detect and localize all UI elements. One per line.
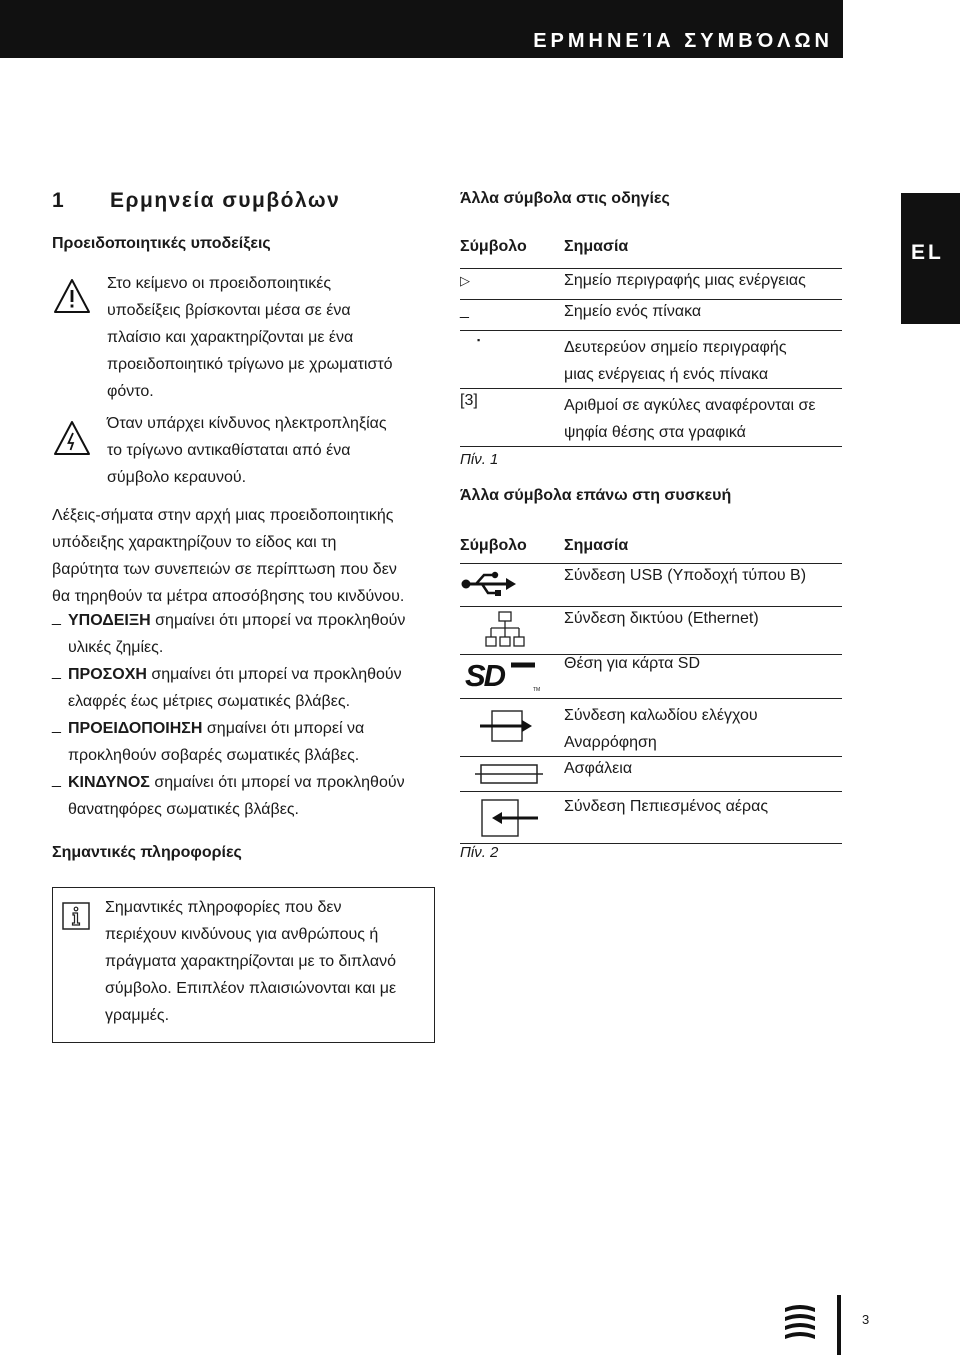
- svg-text:SD: SD: [465, 658, 505, 693]
- table-caption: Πίν. 1: [460, 451, 499, 468]
- usb-icon: [460, 570, 518, 598]
- list-marker-icon: _: [460, 301, 469, 319]
- triangle-paragraph: Στο κείμενο οι προειδοποιητικές υποδείξεις βρίσκονται μέσα σε ένα πλαίσιο και χαρακτηρίζονται με ένα προειδοποιητικό τρίγωνο με χρωματιστό φόντο.: [107, 275, 393, 400]
- compressed-air-icon: [480, 798, 540, 838]
- column-header-symbol: Σύμβολο: [460, 238, 527, 255]
- table-row: Σύνδεση δικτύου (Ethernet): [460, 606, 842, 654]
- instructions-symbol-table: [460, 238, 842, 447]
- table-row: SD TM Θέση για κάρτα SD: [460, 654, 842, 698]
- footer-divider: [837, 1295, 841, 1355]
- list-item: _ ΥΠΟΔΕΙΞΗ σημαίνει ότι μπορεί να προκληθούν υλικές ζημίες.: [52, 607, 448, 661]
- table-header-row: [460, 537, 842, 563]
- table-caption: Πίν. 2: [460, 844, 499, 861]
- header-bar: [0, 0, 843, 58]
- important-heading: Σημαντικές πληροφορίες: [52, 844, 242, 861]
- info-icon: [62, 902, 90, 930]
- network-icon: [485, 611, 525, 649]
- list-item: _ ΠΡΟΕΙΔΟΠΟΙΗΣΗ σημαίνει ότι μπορεί να προκληθούν σοβαρές σωματικές βλάβες.: [52, 715, 428, 769]
- page-number: 3: [862, 1312, 870, 1327]
- table-row: ▪ Δευτερεύον σημείο περιγραφής μιας ενέργειας ή ενός πίνακα: [460, 330, 842, 388]
- sd-card-icon: [465, 659, 541, 693]
- table-row: Ασφάλεια: [460, 756, 842, 791]
- instructions-table-heading: Άλλα σύμβολα στις οδηγίες: [460, 190, 670, 207]
- table-row: Σύνδεση καλωδίου ελέγχου Αναρρόφηση: [460, 698, 842, 756]
- table-header-row: [460, 238, 842, 268]
- sub-bullet-icon: ▪: [477, 334, 481, 345]
- language-tab: [901, 193, 960, 324]
- table-row: [3] Αριθμοί σε αγκύλες αναφέρονται σε ψηφία θέσης στα γραφικά: [460, 388, 842, 446]
- column-header-meaning: Σημασία: [564, 238, 629, 255]
- signal-words-paragraph: Λέξεις-σήματα στην αρχή μιας προειδοποιητικής υπόδειξης χαρακτηρίζουν το είδος και τη βαρύτητα των συνεπειών σε περίπτωση που δεν θα τηρηθούν τα μέτρα αποσόβησης του κινδύνου.: [52, 507, 405, 605]
- table-row: Σύνδεση USB (Υποδοχή τύπου B): [460, 563, 842, 606]
- column-header-meaning: Σημασία: [564, 537, 629, 554]
- table-row: Σύνδεση Πεπιεσμένος αέρας: [460, 791, 842, 843]
- electric-shock-icon: [52, 419, 92, 457]
- device-symbol-table: [460, 537, 842, 844]
- section-number: 1: [52, 189, 64, 212]
- suction-icon: [478, 709, 538, 743]
- list-item: _ ΠΡΟΣΟΧΗ σημαίνει ότι μπορεί να προκληθούν ελαφρές έως μέτριες σωματικές βλάβες.: [52, 661, 448, 715]
- brand-logo: [783, 1302, 817, 1340]
- table-row: ▷ Σημείο περιγραφής μιας ενέργειας: [460, 268, 842, 299]
- language-code: EL: [911, 241, 944, 264]
- warning-triangle-icon: [52, 277, 92, 315]
- list-item: _ ΚΙΝΔΥΝΟΣ σημαίνει ότι μπορεί να προκληθούν θανατηφόρες σωματικές βλάβες.: [52, 769, 448, 823]
- column-header-symbol: Σύμβολο: [460, 537, 527, 554]
- important-info-text: Σημαντικές πληροφορίες που δεν περιέχουν κινδύνους για ανθρώπους ή πράγματα χαρακτηρίζονται με το διπλανό σύμβολο. Επιπλέον πλαισιώνονται και με γραμμές.: [105, 899, 397, 1024]
- svg-text:TM: TM: [533, 686, 541, 693]
- header-title: ΕΡΜΗΝΕΊΑ ΣΥΜΒΌΛΩΝ: [533, 30, 833, 52]
- warnings-heading: Προειδοποιητικές υποδείξεις: [52, 235, 271, 252]
- electric-paragraph: Όταν υπάρχει κίνδυνος ηλεκτροπληξίας το τρίγωνο αντικαθίσταται από ένα σύμβολο κεραυνού.: [107, 415, 387, 486]
- signal-words-list: [52, 607, 442, 823]
- section-title: Ερμηνεία συμβόλων: [110, 189, 341, 212]
- device-table-heading: Άλλα σύμβολα επάνω στη συσκευή: [460, 487, 732, 504]
- table-row: _ Σημείο ενός πίνακα: [460, 299, 842, 330]
- position-number: [3]: [460, 391, 478, 409]
- action-marker-icon: ▷: [460, 272, 470, 288]
- fuse-icon: [475, 762, 543, 786]
